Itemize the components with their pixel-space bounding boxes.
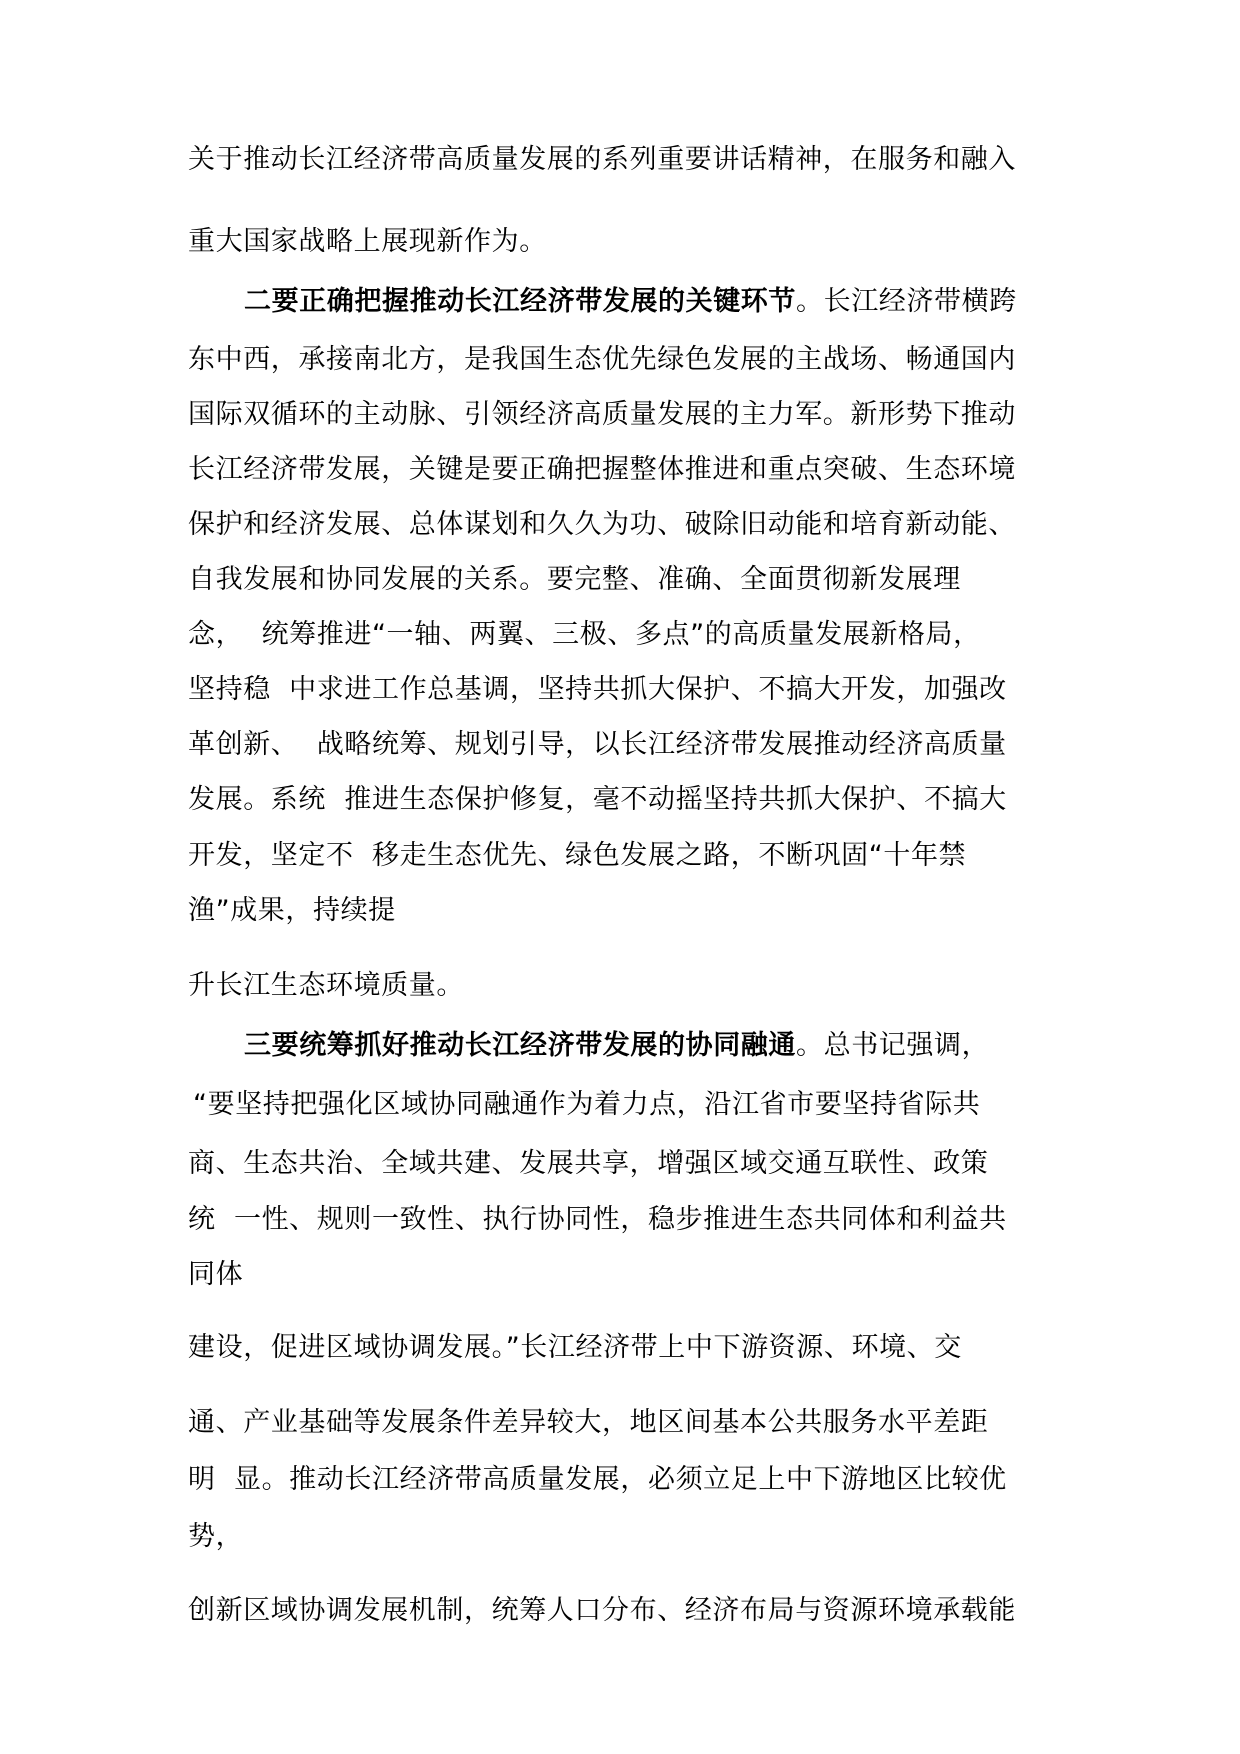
paragraph-line: 创新区域协调发展机制，统筹人口分布、经济布局与资源环境承载能 <box>188 1595 1016 1626</box>
paragraph-line: 发展。系统 推进生态保护修复，毫不动摇坚持共抓大保护、不搞大 <box>188 784 1007 815</box>
paragraph-line: 国际双循环的主动脉、引领经济高质量发展的主力军。新形势下推动 <box>188 399 1016 430</box>
section-heading: 三要统筹抓好推动长江经济带发展的协同融通 <box>244 1030 796 1061</box>
paragraph-line: 革创新、 战略统筹、规划引导，以长江经济带发展推动经济高质量 <box>188 729 1007 760</box>
paragraph-line: 通、产业基础等发展条件差异较大，地区间基本公共服务水平差距 <box>188 1407 989 1438</box>
paragraph-line: 开发，坚定不 移走生态优先、绿色发展之路，不断巩固“十年禁 <box>188 840 967 871</box>
paragraph-text: 。总书记强调， <box>796 1030 990 1061</box>
paragraph-line: “要坚持把强化区域协同融通作为着力点，沿江省市要坚持省际共 <box>193 1089 981 1120</box>
paragraph-line: 重大国家战略上展现新作为。 <box>188 226 547 257</box>
paragraph-line: 商、生态共治、全域共建、发展共享，增强区域交通互联性、政策 <box>188 1148 989 1179</box>
paragraph-line: 升长江生态环境质量。 <box>188 970 464 1001</box>
paragraph-line: 念， 统筹推进“一轴、两翼、三极、多点”的高质量发展新格局， <box>188 619 981 650</box>
section-heading-line <box>244 284 1017 320</box>
paragraph-line: 明 显。推动长江经济带高质量发展，必须立足上中下游地区比较优 <box>188 1464 1007 1495</box>
paragraph-line: 统 一性、规则一致性、执行协同性，稳步推进生态共同体和利益共 <box>188 1204 1007 1235</box>
paragraph-line: 同体 <box>188 1259 244 1290</box>
paragraph-line: 自我发展和协同发展的关系。要完整、准确、全面贯彻新发展理 <box>188 564 961 595</box>
paragraph-line: 关于推动长江经济带高质量发展的系列重要讲话精神，在服务和融入 <box>188 144 1016 175</box>
paragraph-line: 坚持稳 中求进工作总基调，坚持共抓大保护、不搞大开发，加强改 <box>188 674 1007 705</box>
paragraph-line: 保护和经济发展、总体谋划和久久为功、破除旧动能和培育新动能、 <box>188 509 1016 540</box>
paragraph-line: 东中西，承接南北方，是我国生态优先绿色发展的主战场、畅通国内 <box>188 344 1016 375</box>
section-heading: 二要正确把握推动长江经济带发展的关键环节 <box>244 286 796 317</box>
paragraph-line: 建设，促进区域协调发展。”长江经济带上中下游资源、环境、交 <box>188 1332 962 1363</box>
paragraph-line: 长江经济带发展，关键是要正确把握整体推进和重点突破、生态环境 <box>188 454 1016 485</box>
paragraph-text: 。长江经济带横跨 <box>796 286 1017 317</box>
paragraph-line: 势， <box>188 1521 244 1552</box>
paragraph-line: 渔”成果，持续提 <box>188 895 396 926</box>
section-heading-line <box>244 1028 989 1064</box>
